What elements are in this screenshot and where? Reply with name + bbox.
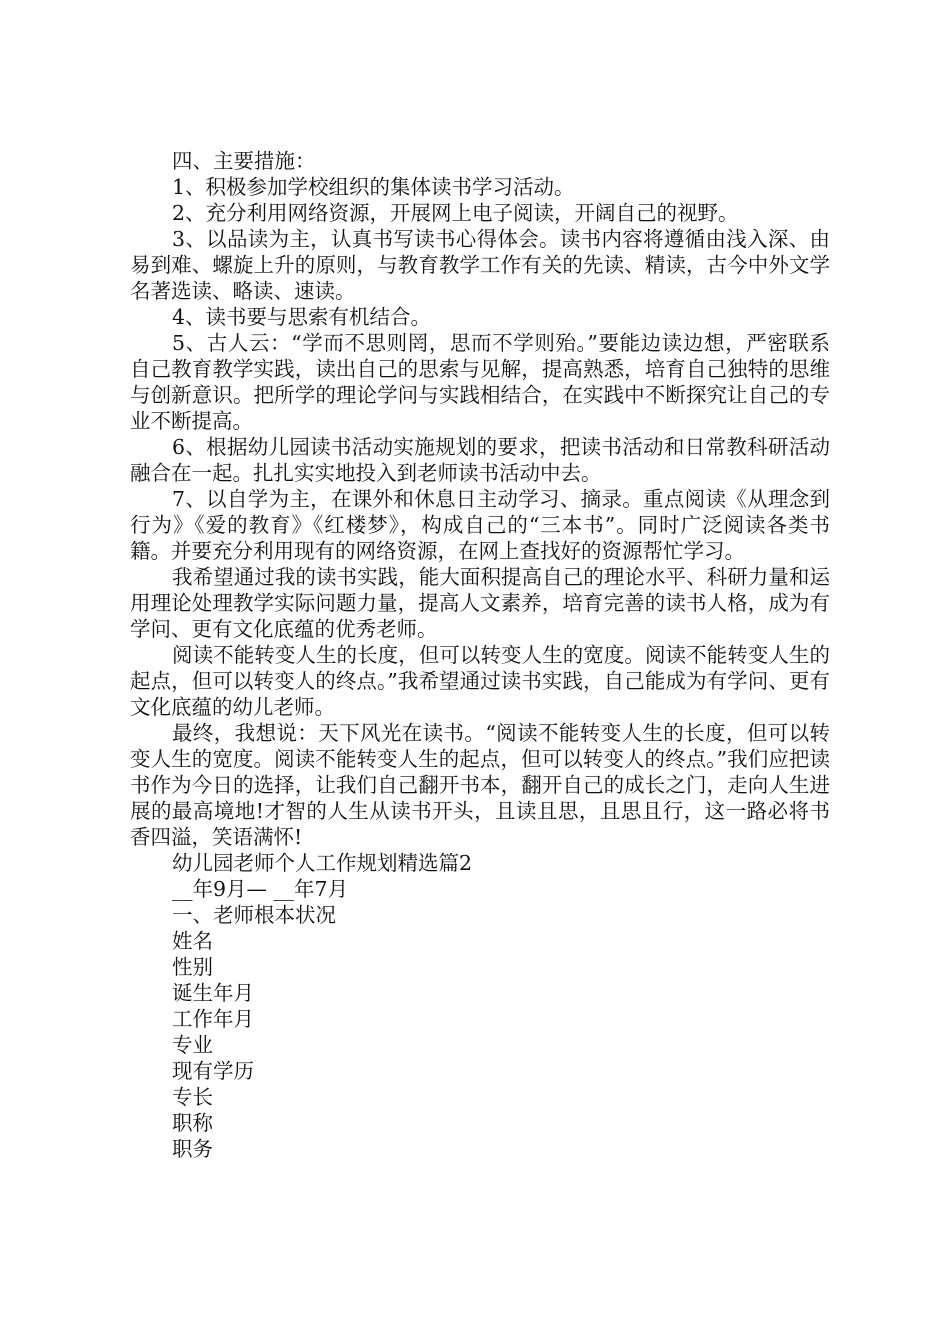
- field-label: 职称: [172, 1111, 213, 1135]
- measure-item-7: 7、以自学为主，在课外和休息日主动学习、摘录。重点阅读《从理念到行为》《爱的教育》《红楼梦》，构成自己的“三本书”。同时广泛阅读各类书籍。并要充分利用现有的网络资源，在网上查找好的资源帮忙学习。: [130, 487, 830, 563]
- field-label: 专长: [172, 1085, 213, 1109]
- section-title: 幼儿园老师个人工作规划精选篇2: [172, 851, 473, 875]
- measure-item-3: 3、以品读为主，认真书写读书心得体会。读书内容将遵循由浅入深、由易到难、螺旋上升的原则，与教育教学工作有关的先读、精读，古今中外文学名著选读、略读、速读。: [130, 227, 830, 303]
- paragraph-conclusion: 最终，我想说：天下风光在读书。“阅读不能转变人生的长度，但可以转变人生的宽度。阅读不能转变人生的起点，但可以转变人的终点。”我们应把读书作为今日的选择，让我们自己翻开书本，翻开自己的成长之门，走向人生进展的最高境地!才智的人生从读书开头，且读且思，且思且行，这一路必将书香四溢，笑语满怀!: [130, 721, 830, 849]
- paragraph-hope: 我希望通过我的读书实践，能大面积提高自己的理论水平、科研力量和运用理论处理教学实际问题力量，提高人文素养，培育完善的读书人格，成为有学问、更有文化底蕴的优秀老师。: [130, 565, 830, 641]
- field-label: 性别: [172, 955, 213, 979]
- measure-item-4: 4、读书要与思索有机结合。: [172, 305, 432, 329]
- field-label: 现有学历: [172, 1059, 254, 1083]
- field-label: 姓名: [172, 929, 213, 953]
- subsection-title: 一、老师根本状况: [172, 903, 336, 927]
- field-label: 专业: [172, 1033, 213, 1057]
- field-label: 工作年月: [172, 1007, 254, 1031]
- document-page: [130, 148, 830, 1162]
- measure-item-6: 6、根据幼儿园读书活动实施规划的要求，把读书活动和日常教科研活动融合在一起。扎扎实实地投入到老师读书活动中去。: [130, 435, 830, 485]
- heading-main-measures: 四、主要措施：: [172, 149, 316, 173]
- field-label: 诞生年月: [172, 981, 254, 1005]
- measure-item-5: 5、古人云：“学而不思则罔，思而不学则殆。”要能边读边想，严密联系自己教育教学实践，读出自己的思索与见解，提高熟悉，培育自己独特的思维与创新意识。把所学的理论学问与实践相结合，在实践中不断探究让自己的专业不断提高。: [130, 331, 830, 433]
- measure-item-1: 1、积极参加学校组织的集体读书学习活动。: [172, 175, 575, 199]
- measure-item-2: 2、充分利用网络资源，开展网上电子阅读，开阔自己的视野。: [172, 201, 739, 225]
- field-label: 职务: [172, 1137, 213, 1161]
- paragraph-reading-quote: 阅读不能转变人生的长度，但可以转变人生的宽度。阅读不能转变人生的起点，但可以转变人的终点。”我希望通过读书实践，自己能成为有学问、更有文化底蕴的幼儿老师。: [130, 643, 830, 719]
- date-range: __年9月— __年7月: [172, 877, 349, 901]
